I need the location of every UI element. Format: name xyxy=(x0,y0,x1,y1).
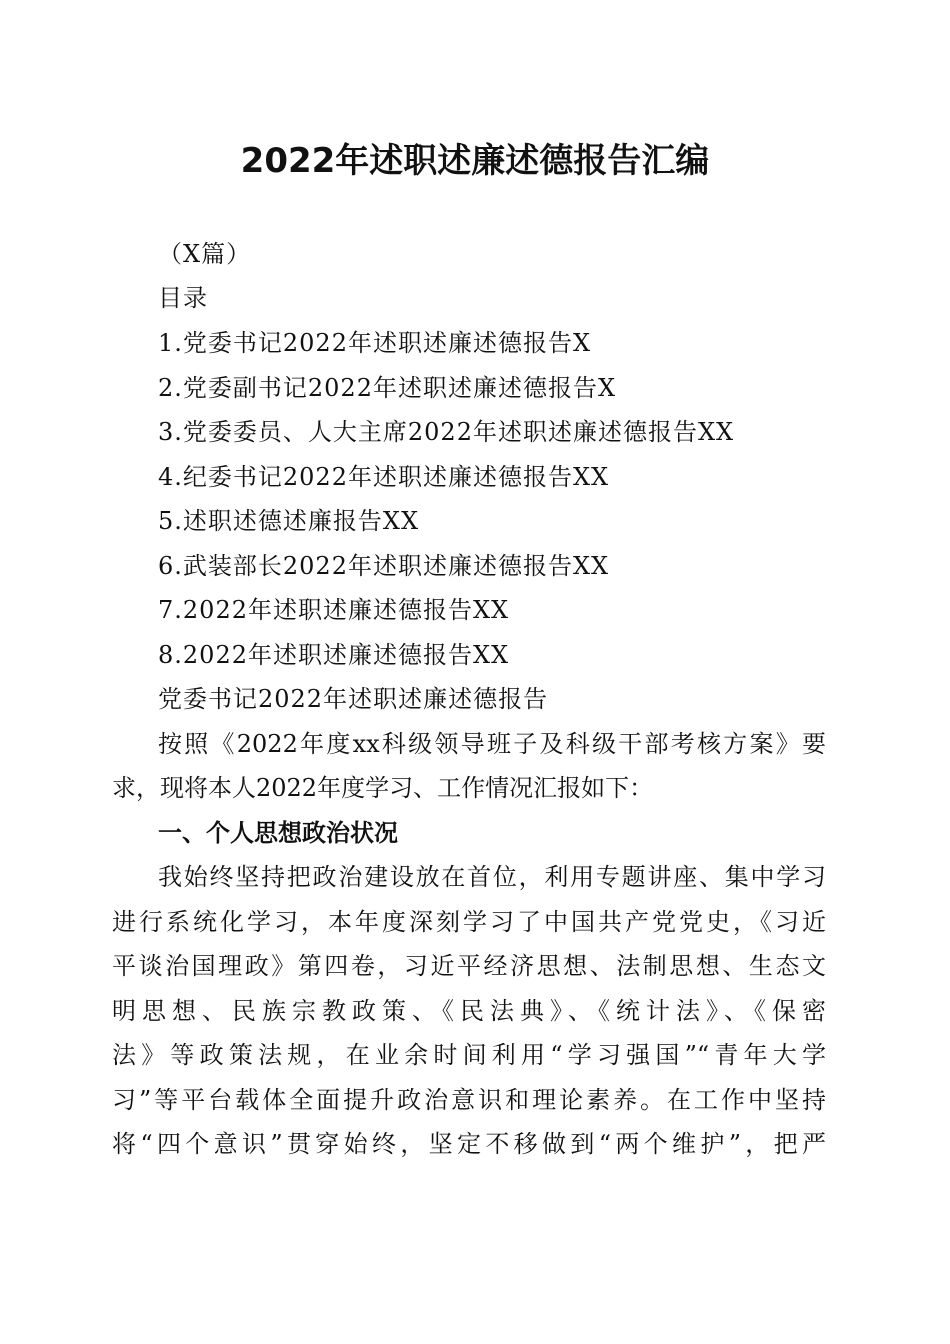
paragraph-line: 法》等政策法规，在业余时间利用“学习强国”“青年大学 xyxy=(112,1041,826,1069)
paragraph-line: 平谈治国理政》第四卷，习近平经济思想、法制思想、生态文 xyxy=(112,952,826,980)
paragraph-line: 将“四个意识”贯穿始终，坚定不移做到“两个维护”，把严 xyxy=(112,1130,826,1158)
toc-item: 1.党委书记2022年述职述廉述德报告X xyxy=(158,329,592,357)
toc-heading: 目录 xyxy=(158,284,208,312)
report-title: 党委书记2022年述职述廉述德报告 xyxy=(158,685,549,713)
document-subtitle: （X篇） xyxy=(158,240,252,268)
toc-item: 2.党委副书记2022年述职述廉述德报告X xyxy=(158,374,617,402)
toc-item: 5.述职述德述廉报告XX xyxy=(158,507,420,535)
toc-item: 3.党委委员、人大主席2022年述职述廉述德报告XX xyxy=(158,418,735,446)
paragraph-line: 明思想、民族宗教政策、《民法典》、《统计法》、《保密 xyxy=(112,997,826,1025)
toc-item: 8.2022年述职述廉述德报告XX xyxy=(158,641,510,669)
document-title: 2022年述职述廉述德报告汇编 xyxy=(240,141,710,181)
toc-item: 4.纪委书记2022年述职述廉述德报告XX xyxy=(158,463,610,491)
paragraph-line: 进行系统化学习，本年度深刻学习了中国共产党党史，《习近 xyxy=(112,908,826,936)
toc-item: 6.武装部长2022年述职述廉述德报告XX xyxy=(158,552,610,580)
intro-line: 按照《2022年度xx科级领导班子及科级干部考核方案》要 xyxy=(158,730,826,758)
paragraph-line: 习”等平台载体全面提升政治意识和理论素养。在工作中坚持 xyxy=(112,1086,826,1114)
section-heading: 一、个人思想政治状况 xyxy=(158,819,398,847)
paragraph-line: 我始终坚持把政治建设放在首位，利用专题讲座、集中学习 xyxy=(158,863,826,891)
intro-line: 求，现将本人2022年度学习、工作情况汇报如下： xyxy=(112,774,654,802)
toc-item: 7.2022年述职述廉述德报告XX xyxy=(158,596,510,624)
